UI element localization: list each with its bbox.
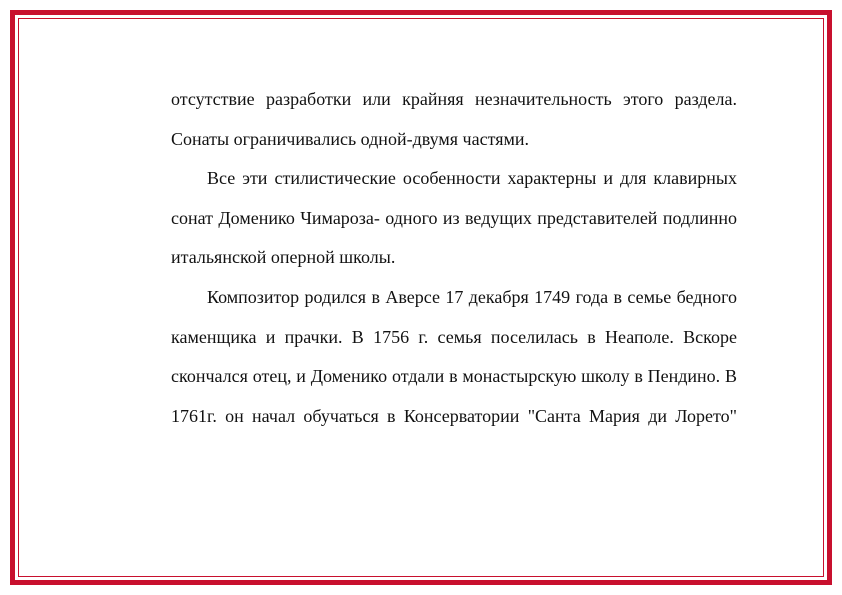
paragraph-continuation: отсутствие разработки или крайняя незначительность этого раздела. Сонаты ограничивались одной-двумя частями. bbox=[171, 89, 737, 149]
paragraph-stylistic-features: Все эти стилистические особенности характерны и для клавирных сонат Доменико Чимароза- одного из ведущих представителей подлинно итальянской оперной школы. bbox=[171, 168, 737, 268]
document-body bbox=[171, 80, 737, 436]
paragraph-composer-biography: Композитор родился в Аверсе 17 декабря 1749 года в семье бедного каменщика и прачки. В 1756 г. семья поселилась в Неаполе. Вскоре скончался отец, и Доменико отдали в монастырскую школу в Пендино. В 1761г. он начал обучаться в Консерватории "Санта Мария ди Лорето" bbox=[171, 286, 737, 426]
